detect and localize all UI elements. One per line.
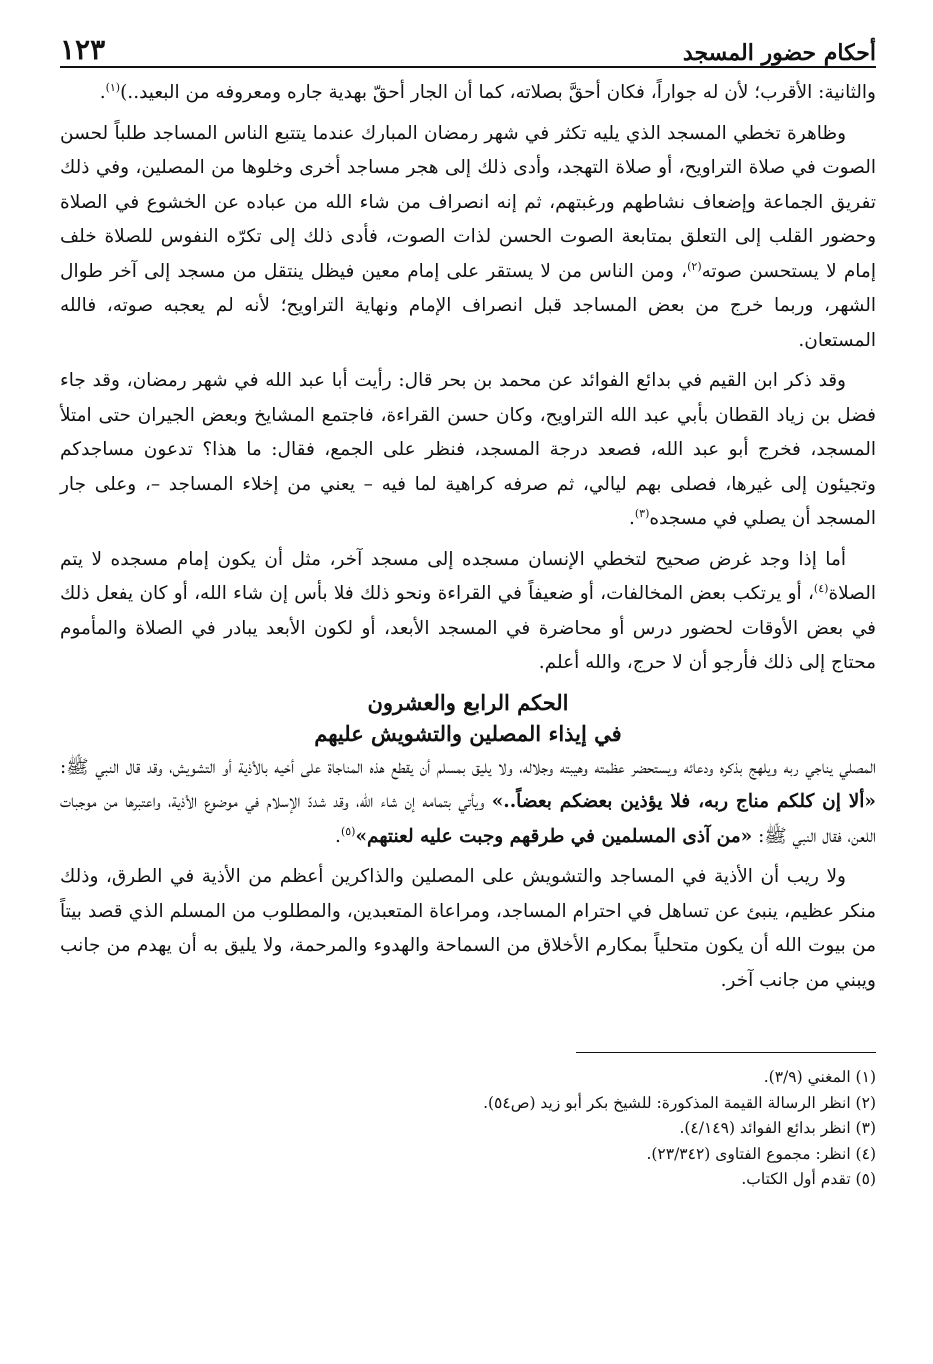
- paragraph-3-end: .: [628, 508, 635, 529]
- paragraph-5: [60, 751, 876, 855]
- footnote-ref-2: (٢): [687, 259, 702, 273]
- paragraph-5-middle: ويأتي بتمامه إن شاء الله، وقد شددّ الإسلام في موضوع الأذية، واعتبرها من موجبات اللعن، فقال النبي ﷺ:: [60, 791, 876, 847]
- paragraph-4: [60, 543, 876, 681]
- paragraph-1-text: والثانية: الأقرب؛ لأن له جواراً، فكان أحقَّ بصلاته، كما أن الجار أحقّ بهدية جاره ومعروفه من البعيد..): [120, 82, 876, 103]
- paragraph-5-end: .: [335, 825, 341, 847]
- footnote-ref-3: (٣): [634, 506, 650, 520]
- running-title: أحكام حضور المسجد: [682, 40, 876, 66]
- hadith-quote-1: «ألا إن كلكم مناج ربه، فلا يؤذين بعضكم بعضاً..»: [491, 791, 876, 812]
- hadith-quote-2: «من آذى المسلمين في طرقهم وجبت عليه لعنتهم»: [355, 825, 753, 847]
- footnote-ref-4: (٤): [813, 581, 829, 595]
- footnote-divider: [576, 1052, 876, 1053]
- footnote-ref-1: (١): [105, 80, 121, 94]
- book-page: [60, 26, 876, 1193]
- page-body: [60, 76, 876, 998]
- paragraph-3-text: وقد ذكر ابن القيم في بدائع الفوائد عن محمد بن بحر قال: رأيت أبا عبد الله في شهر رمضان، وقد جاء فضل بن زياد القطان بأبي عبد الله التراويح، وكان حسن القراءة، فاجتمع المشايخ وبعض الجيران حتى امتلأ المسجد، فخرج أبو عبد الله، فصعد درجة المسجد، فنظر على الجمع، فقال: ما هذا؟ تدعون مساجدكم وتجيئون إلى غيرها، فصلى بهم ليالي، ثم صرفه كراهية لما فيه – يعني من إخلاء المساجد –، وعلى جار المسجد أن يصلي في مسجده: [60, 370, 876, 529]
- paragraph-2-text: وظاهرة تخطي المسجد الذي يليه تكثر في شهر رمضان المبارك عندما يتتبع الناس المساجد طلباً لحسن الصوت في صلاة التراويح، أو صلاة التهجد، وأدى ذلك إلى هجر مساجد أخرى وخلوها من المصلين، وفي ذلك تفريق الجماعة وإضعاف نشاطهم ورغبتهم، ثم إنه انصراف من شاء الله من عباده عن الخشوع في الصلاة وحضور القلب إلى التعلق بمتابعة الصوت الحسن لذات الصوت، فأدى ذلك إلى تكرّه النفوس للصلاة خلف إمام لا يستحسن صوته: [60, 122, 876, 282]
- footnote-ref-5: (٥): [340, 824, 356, 838]
- paragraph-4-text: أما إذا وجد غرض صحيح لتخطي الإنسان مسجده إلى مسجد آخر، مثل أن يكون إمام مسجده لا يتم الصلاة: [60, 548, 876, 604]
- paragraph-2-end: ، ومن الناس من لا يستقر على إمام معين فيظل ينتقل من مسجد إلى آخر طوال الشهر، وربما خرج من بعض المساجد قبل انصراف الإمام ونهاية التراويح؛ لأنه لم يعجبه صوته، فالله المستعان.: [60, 260, 876, 351]
- running-header: [60, 26, 876, 68]
- paragraph-4-end: ، أو يرتكب بعض المخالفات، أو ضعيفاً في القراءة ونحو ذلك فلا بأس إن شاء الله، أو كان يفعل ذلك في بعض الأوقات لحضور درس أو محاضرة في المسجد الأبعد، أو لكون الأبعد يبادر في الصلاة والمأموم محتاج إلى ذلك فأرجو أن لا حرج، والله أعلم.: [60, 583, 876, 673]
- paragraph-1: [60, 76, 876, 111]
- page-number: ١٢٣: [60, 33, 106, 66]
- footnote-4: (٤) انظر: مجموع الفتاوى (٢٣/٣٤٢).: [646, 1144, 876, 1163]
- paragraph-5-text: المصلي يناجي ربه ويلهج بذكره ودعائه ويستحضر عظمته وهيبته وجلاله، ولا يليق بمسلم أن يقطع هذه المناجاة على أخيه بالأذية أو التشويش، وقد قال النبي ﷺ:: [60, 756, 876, 778]
- paragraph-1-end: .: [99, 82, 106, 103]
- footnote-2: (٢) انظر الرسالة القيمة المذكورة: للشيخ بكر أبو زيد (ص٥٤).: [483, 1093, 876, 1112]
- section-heading: [60, 687, 876, 749]
- paragraph-6: ولا ريب أن الأذية في المساجد والتشويش على المصلين والذاكرين أعظم من الأذية في الطرق، وذلك منكر عظيم، ينبئ عن تساهل في احترام المساجد، ومراعاة المتعبدين، والمطلوب من المسلم الذي قصد بيتاً من بيوت الله أن يكون متحلياً بمكارم الأخلاق من السماحة والهدوء والمرحمة، ولا يليق به أن يهدم من جانب ويبني من جانب آخر.: [60, 866, 876, 991]
- section-heading-line-2: في إيذاء المصلين والتشويش عليهم: [314, 720, 622, 746]
- paragraph-2: [60, 117, 876, 359]
- footnotes: [60, 1065, 876, 1193]
- footnote-5: (٥) تقدم أول الكتاب.: [741, 1170, 876, 1188]
- footnote-1: (١) المغني (٣/٩).: [763, 1068, 876, 1086]
- paragraph-3: [60, 364, 876, 537]
- section-heading-line-1: الحكم الرابع والعشرون: [367, 689, 569, 715]
- footnote-3: (٣) انظر بدائع الفوائد (٤/١٤٩).: [679, 1119, 876, 1137]
